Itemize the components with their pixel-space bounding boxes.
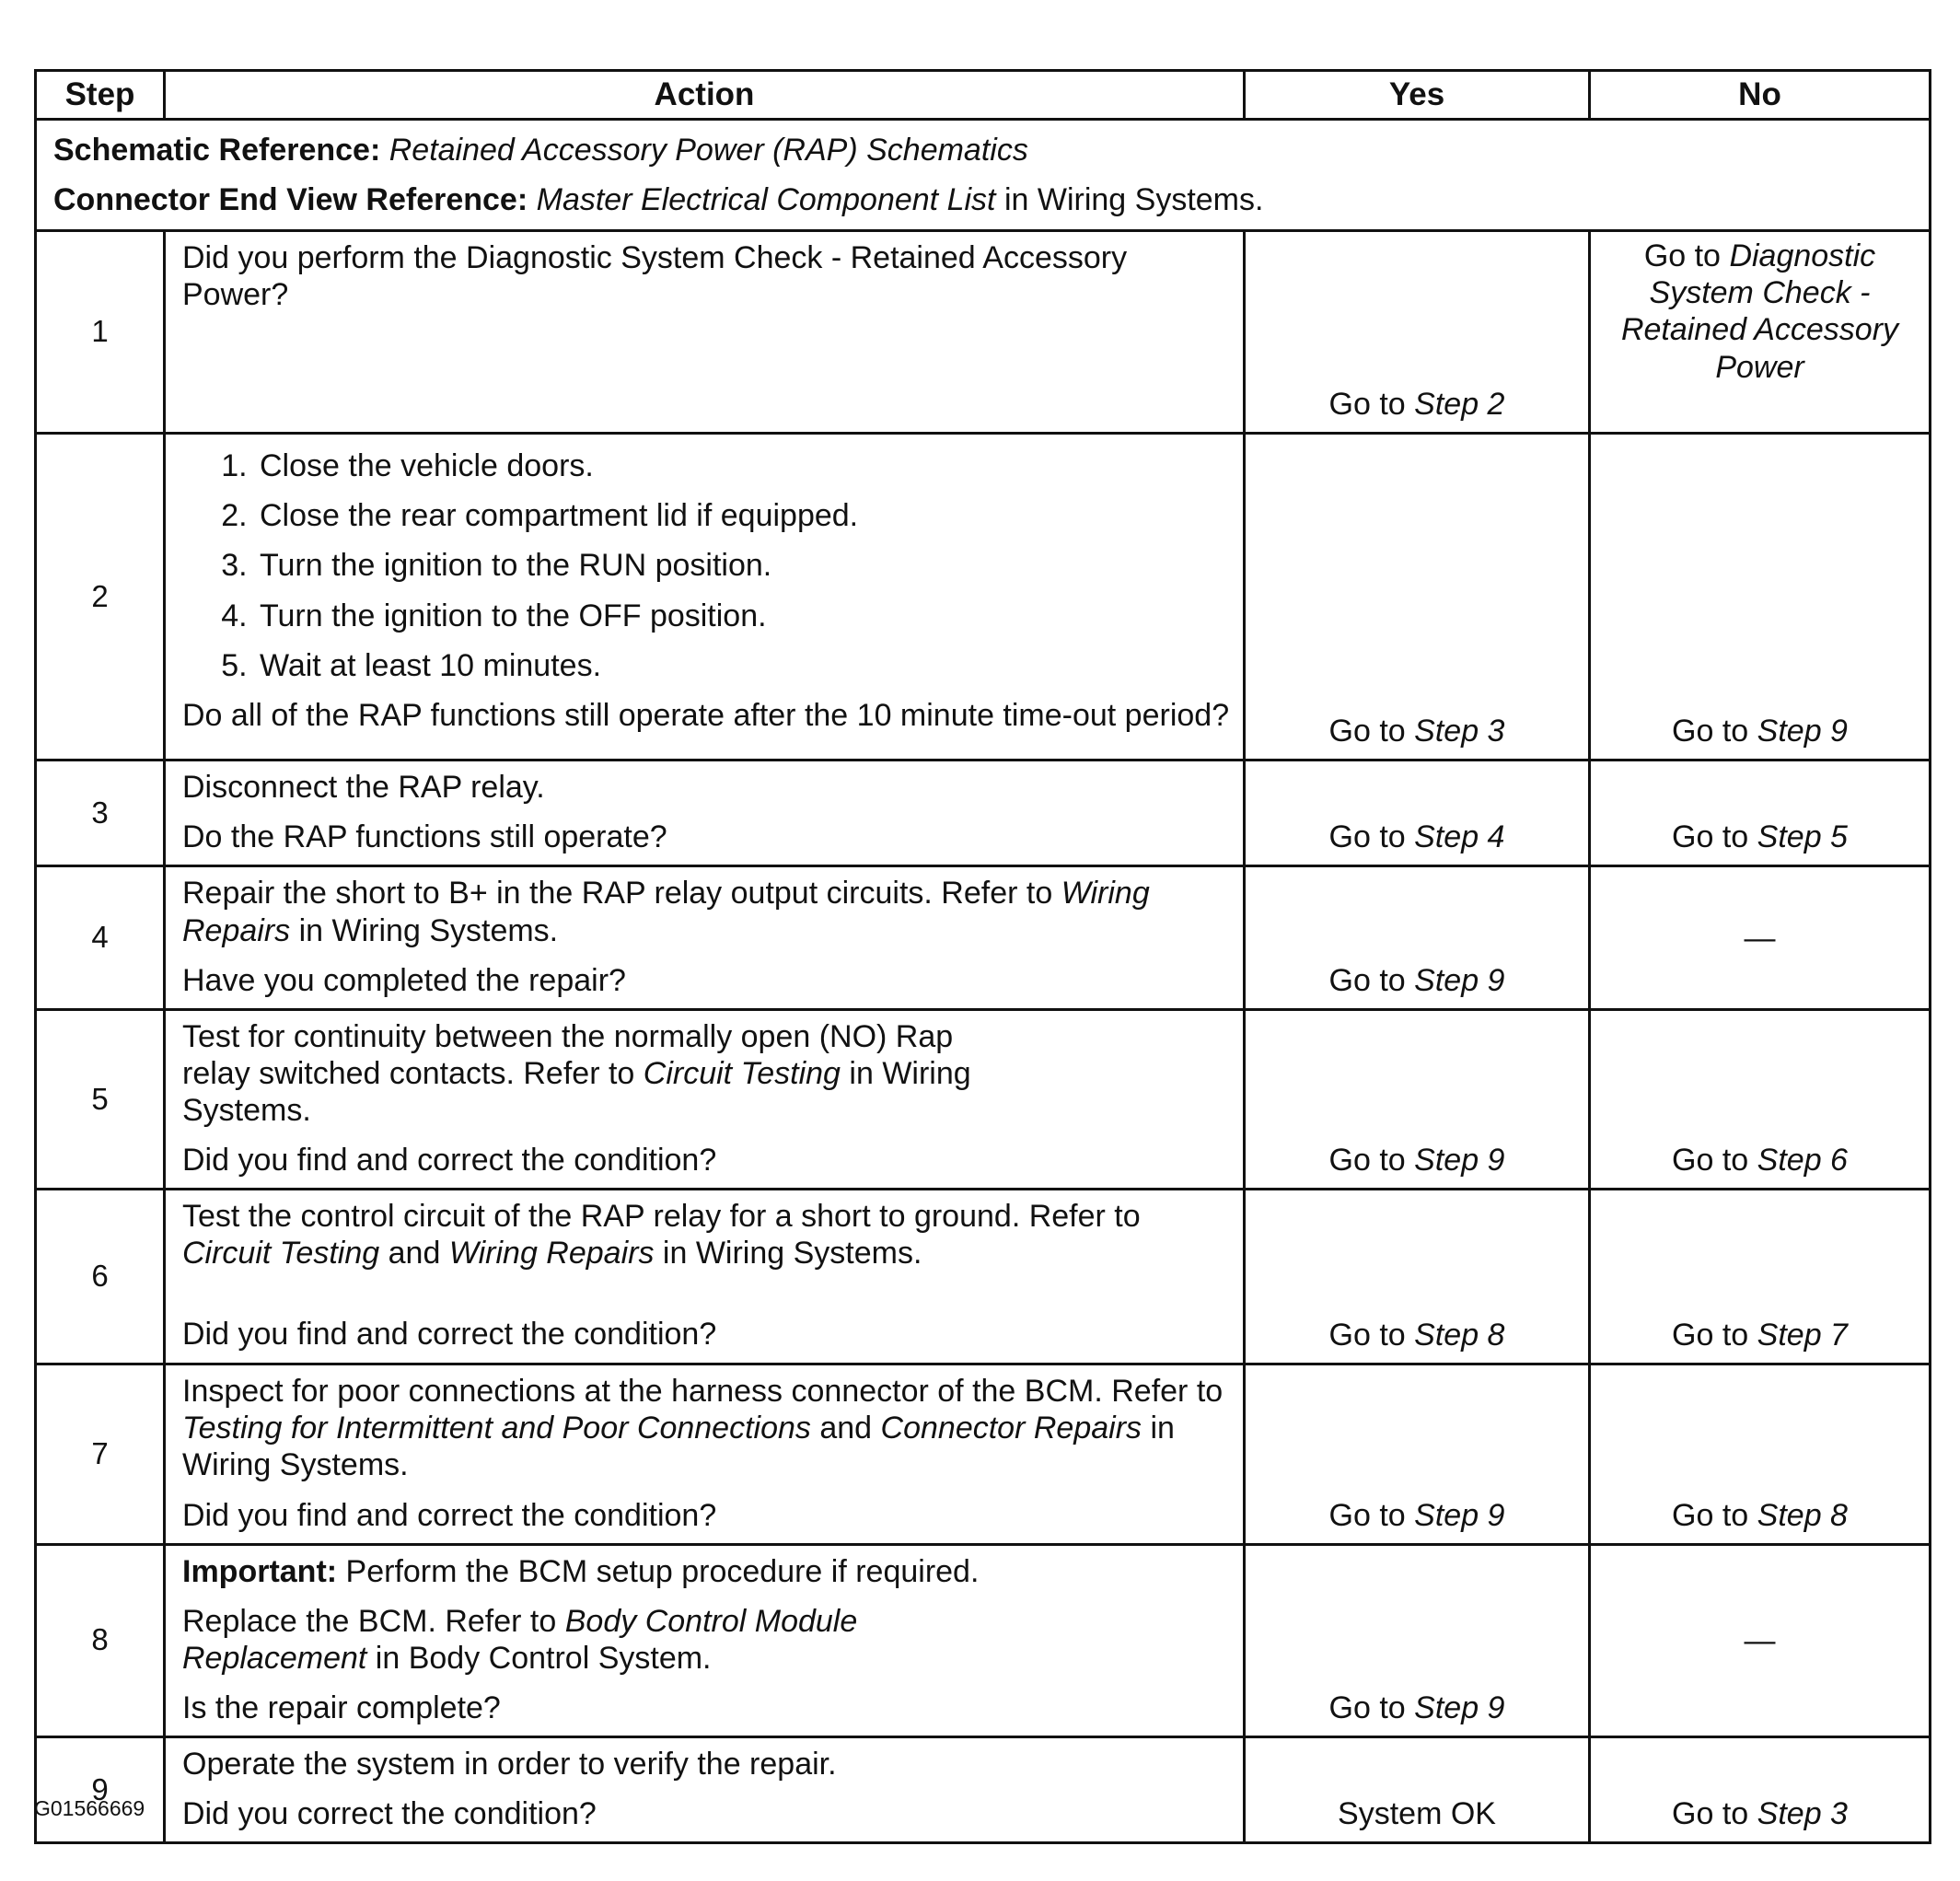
step-number: 9 bbox=[36, 1737, 165, 1843]
yes-cell bbox=[1245, 1009, 1590, 1189]
table-row bbox=[36, 761, 1931, 866]
instruction-suffix: in Wiring Systems. bbox=[298, 912, 559, 948]
connector-reference-link: Master Electrical Component List bbox=[536, 182, 996, 218]
no-step-reference: Step 7 bbox=[1757, 1318, 1848, 1353]
yes-cell bbox=[1245, 761, 1590, 866]
no-cell bbox=[1590, 1009, 1931, 1189]
action-cell bbox=[165, 1190, 1245, 1364]
step-number: 8 bbox=[36, 1544, 165, 1736]
intermittent-connections-reference: Testing for Intermittent and Poor Connections bbox=[182, 1411, 811, 1446]
table-row bbox=[36, 1190, 1931, 1364]
table-row bbox=[36, 231, 1931, 434]
procedure-item: 1. Close the vehicle doors. bbox=[256, 447, 1230, 484]
action-instruction: Disconnect the RAP relay. bbox=[182, 770, 545, 806]
procedure-item: 4. Turn the ignition to the OFF position. bbox=[256, 598, 1230, 634]
yes-prefix: Go to bbox=[1328, 962, 1406, 998]
yes-cell bbox=[1245, 231, 1590, 434]
action-cell bbox=[165, 866, 1245, 1009]
table-header-row bbox=[36, 71, 1931, 120]
yes-prefix: Go to bbox=[1328, 387, 1406, 423]
action-question: Do all of the RAP functions still operate after the 10 minute time-out period? bbox=[182, 697, 1230, 733]
no-prefix: Go to bbox=[1672, 819, 1749, 855]
yes-prefix: Go to bbox=[1328, 819, 1406, 855]
yes-step-reference: Step 9 bbox=[1414, 1689, 1505, 1725]
table-row bbox=[36, 1364, 1931, 1544]
step-number: 6 bbox=[36, 1190, 165, 1364]
action-question: Did you correct the condition? bbox=[182, 1796, 597, 1832]
instruction-text: Test the control circuit of the RAP relay for a short to ground. Refer to bbox=[182, 1199, 1141, 1235]
no-prefix: Go to bbox=[1643, 238, 1721, 274]
yes-cell bbox=[1245, 1190, 1590, 1364]
wiring-repairs-reference: Wiring Repairs bbox=[182, 876, 1150, 948]
no-cell bbox=[1590, 1544, 1931, 1736]
action-question: Did you find and correct the condition? bbox=[182, 1317, 717, 1353]
instruction-suffix: in Wiring Systems. bbox=[662, 1236, 922, 1271]
no-prefix: Go to bbox=[1672, 1497, 1749, 1533]
yes-cell bbox=[1245, 1364, 1590, 1544]
action-cell bbox=[165, 1364, 1245, 1544]
schematic-reference-label: Schematic Reference: bbox=[53, 133, 381, 168]
no-dash: — bbox=[1744, 920, 1776, 956]
schematic-reference-link: Retained Accessory Power (RAP) Schematics bbox=[389, 133, 1028, 168]
action-instruction bbox=[182, 1198, 1230, 1271]
important-label: Important: bbox=[182, 1553, 338, 1589]
figure-id: G01566669 bbox=[34, 1796, 145, 1820]
bcm-replacement-reference: Body Control Module Replacement bbox=[182, 1603, 858, 1676]
step-number: 1 bbox=[36, 231, 165, 434]
yes-step-reference: Step 8 bbox=[1414, 1318, 1505, 1353]
action-question: Did you find and correct the condition? bbox=[182, 1143, 717, 1179]
references-cell bbox=[36, 120, 1931, 231]
instruction-suffix: in Body Control System. bbox=[375, 1640, 712, 1676]
no-cell bbox=[1590, 231, 1931, 434]
yes-step-reference: Step 4 bbox=[1414, 819, 1505, 855]
important-note bbox=[182, 1553, 1230, 1590]
action-cell bbox=[165, 1737, 1245, 1843]
no-prefix: Go to bbox=[1672, 714, 1749, 749]
connector-repairs-reference: Connector Repairs bbox=[880, 1411, 1142, 1446]
action-cell bbox=[165, 1009, 1245, 1189]
diagnostic-table bbox=[34, 69, 1931, 1844]
system-ok-text: System OK bbox=[1338, 1796, 1496, 1832]
no-step-reference: Step 9 bbox=[1757, 714, 1848, 749]
header-no: No bbox=[1590, 71, 1931, 120]
yes-step-reference: Step 3 bbox=[1414, 714, 1505, 749]
instruction-and: and bbox=[388, 1236, 441, 1271]
no-step-reference: Diagnostic System Check - Retained Accessory Power bbox=[1620, 238, 1899, 385]
no-cell bbox=[1590, 761, 1931, 866]
procedure-item: 3. Turn the ignition to the RUN position. bbox=[256, 547, 1230, 584]
instruction-and: and bbox=[819, 1411, 873, 1446]
connector-reference-suffix: in Wiring Systems. bbox=[1003, 182, 1264, 218]
procedure-list bbox=[182, 447, 1230, 684]
header-action: Action bbox=[165, 71, 1245, 120]
no-cell bbox=[1590, 1364, 1931, 1544]
no-cell bbox=[1590, 1190, 1931, 1364]
step-number: 5 bbox=[36, 1009, 165, 1189]
yes-prefix: Go to bbox=[1328, 1318, 1406, 1353]
no-dash: — bbox=[1744, 1622, 1776, 1658]
instruction-text: Replace the BCM. Refer to bbox=[182, 1603, 557, 1639]
table-row bbox=[36, 434, 1931, 761]
header-step: Step bbox=[36, 71, 165, 120]
no-cell bbox=[1590, 1737, 1931, 1843]
instruction-text: Inspect for poor connections at the harness connector of the BCM. Refer to bbox=[182, 1374, 1224, 1410]
action-instruction bbox=[182, 1603, 1230, 1677]
yes-prefix: Go to bbox=[1328, 714, 1406, 749]
action-cell bbox=[165, 434, 1245, 761]
yes-step-reference: Step 9 bbox=[1414, 962, 1505, 998]
table-row bbox=[36, 1009, 1931, 1189]
table-row bbox=[36, 1544, 1931, 1736]
circuit-testing-reference: Circuit Testing bbox=[182, 1236, 380, 1271]
action-question: Did you perform the Diagnostic System Check - Retained Accessory Power? bbox=[182, 240, 1128, 313]
connector-reference bbox=[53, 181, 1912, 218]
procedure-item: 2. Close the rear compartment lid if equipped. bbox=[256, 497, 1230, 534]
step-number: 7 bbox=[36, 1364, 165, 1544]
instruction-text: Repair the short to B+ in the RAP relay output circuits. Refer to bbox=[182, 876, 1053, 911]
table-row bbox=[36, 866, 1931, 1009]
yes-cell bbox=[1245, 866, 1590, 1009]
no-cell bbox=[1590, 866, 1931, 1009]
no-step-reference: Step 3 bbox=[1757, 1796, 1848, 1832]
wiring-repairs-reference: Wiring Repairs bbox=[448, 1236, 655, 1271]
yes-cell bbox=[1245, 1737, 1590, 1843]
action-question: Did you find and correct the condition? bbox=[182, 1497, 717, 1533]
schematic-reference bbox=[53, 132, 1912, 168]
header-yes: Yes bbox=[1245, 71, 1590, 120]
action-cell bbox=[165, 761, 1245, 866]
yes-prefix: Go to bbox=[1328, 1497, 1406, 1533]
yes-prefix: Go to bbox=[1328, 1689, 1406, 1725]
no-cell bbox=[1590, 434, 1931, 761]
yes-step-reference: Step 2 bbox=[1414, 387, 1505, 423]
table-row bbox=[36, 1737, 1931, 1843]
step-number: 2 bbox=[36, 434, 165, 761]
references-row bbox=[36, 120, 1931, 231]
no-step-reference: Step 5 bbox=[1757, 819, 1848, 855]
no-step-reference: Step 6 bbox=[1757, 1143, 1848, 1179]
yes-step-reference: Step 9 bbox=[1414, 1143, 1505, 1179]
action-question: Do the RAP functions still operate? bbox=[182, 819, 667, 855]
no-prefix: Go to bbox=[1672, 1318, 1749, 1353]
yes-cell bbox=[1245, 1544, 1590, 1736]
action-cell bbox=[165, 1544, 1245, 1736]
no-prefix: Go to bbox=[1672, 1796, 1749, 1832]
important-text: Perform the BCM setup procedure if required. bbox=[345, 1553, 980, 1589]
action-instruction bbox=[182, 1018, 1230, 1129]
step-number: 3 bbox=[36, 761, 165, 866]
instruction-suffix: in Wiring Systems. bbox=[182, 1055, 971, 1128]
no-prefix: Go to bbox=[1672, 1143, 1749, 1179]
step-number: 4 bbox=[36, 866, 165, 1009]
instruction-suffix: in Wiring Systems. bbox=[182, 1411, 1175, 1483]
action-question: Have you completed the repair? bbox=[182, 962, 626, 998]
action-instruction: Operate the system in order to verify the repair. bbox=[182, 1747, 837, 1782]
yes-prefix: Go to bbox=[1328, 1143, 1406, 1179]
action-instruction bbox=[182, 1373, 1230, 1483]
instruction-text: Test for continuity between the normally open (NO) Rap relay switched contacts. Refer to bbox=[182, 1018, 954, 1091]
action-question: Is the repair complete? bbox=[182, 1689, 501, 1725]
connector-reference-label: Connector End View Reference: bbox=[53, 182, 528, 218]
procedure-item: 5. Wait at least 10 minutes. bbox=[256, 647, 1230, 684]
action-instruction bbox=[182, 875, 1230, 948]
diagnostic-page bbox=[34, 69, 1929, 1844]
circuit-testing-reference: Circuit Testing bbox=[643, 1055, 841, 1091]
action-cell bbox=[165, 231, 1245, 434]
yes-cell bbox=[1245, 434, 1590, 761]
no-step-reference: Step 8 bbox=[1757, 1497, 1848, 1533]
yes-step-reference: Step 9 bbox=[1414, 1497, 1505, 1533]
